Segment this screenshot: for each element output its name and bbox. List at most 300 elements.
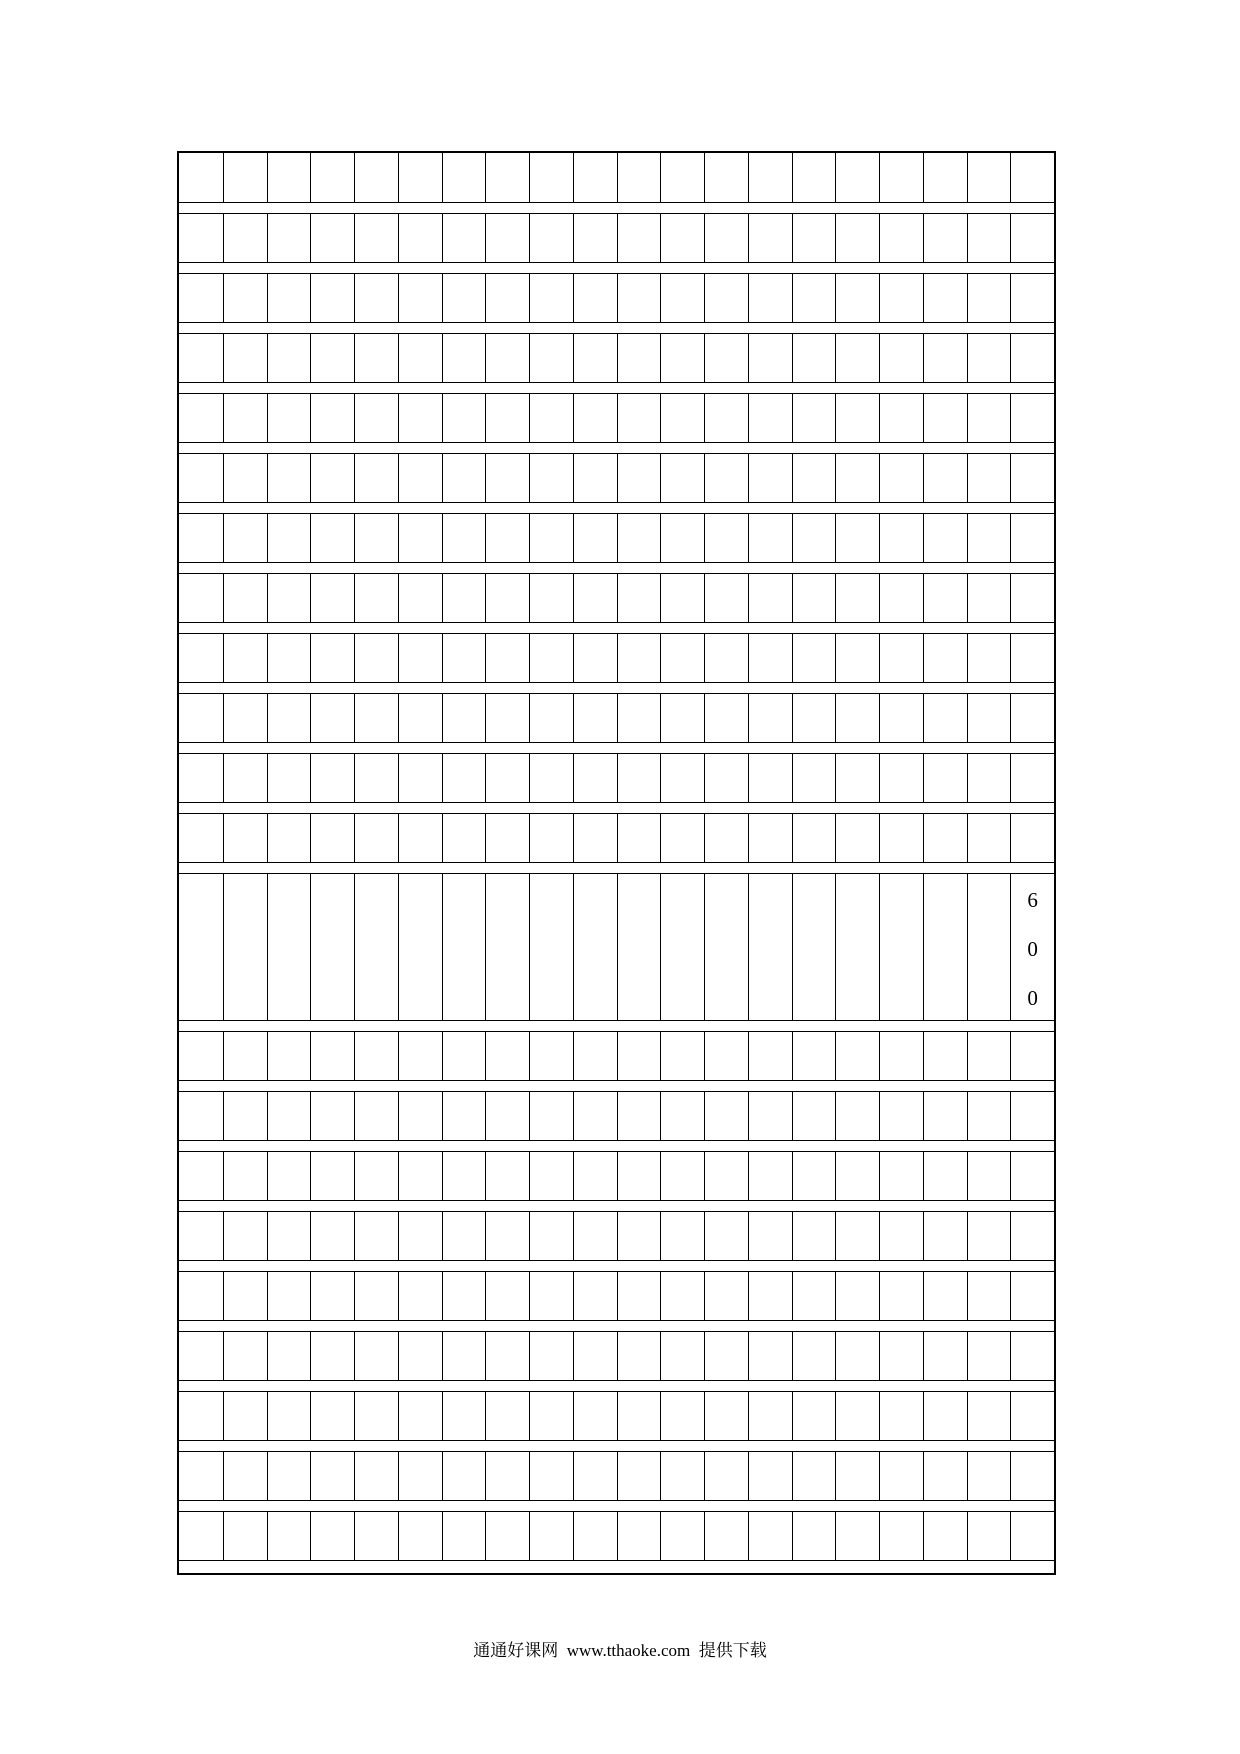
grid-cell (354, 1092, 398, 1140)
grid-cell (442, 1392, 486, 1440)
grid-cell (267, 1032, 311, 1080)
grid-cell (792, 454, 836, 502)
grid-cell (835, 574, 879, 622)
grid-cell (573, 214, 617, 262)
grid-cell (879, 334, 923, 382)
grid-cell (704, 153, 748, 202)
grid-cell (354, 574, 398, 622)
grid-cell (1010, 334, 1054, 382)
grid-cell (267, 814, 311, 862)
grid-cell (442, 1272, 486, 1320)
grid-cell (223, 1332, 267, 1380)
grid-cell (398, 274, 442, 322)
grid-cell (267, 214, 311, 262)
grid-cell (485, 1152, 529, 1200)
grid-cell (398, 1392, 442, 1440)
grid-cell (967, 1332, 1011, 1380)
grid-cell (179, 274, 223, 322)
grid-cell (792, 874, 836, 1020)
grid-cell (485, 634, 529, 682)
grid-cell (967, 634, 1011, 682)
grid-cell (179, 1212, 223, 1260)
grid-cell (923, 1212, 967, 1260)
grid-cell (748, 574, 792, 622)
grid-cell (704, 1032, 748, 1080)
grid-cell (485, 454, 529, 502)
grid-cell (835, 754, 879, 802)
grid-cell (573, 1332, 617, 1380)
grid-cell (1010, 514, 1054, 562)
grid-cell (792, 1212, 836, 1260)
grid-cell (310, 394, 354, 442)
grid-cell (1010, 814, 1054, 862)
grid-cell (835, 1512, 879, 1560)
grid-cell (529, 1272, 573, 1320)
grid-cell (1010, 1512, 1054, 1560)
grid-cell (704, 634, 748, 682)
grid-cell (485, 1512, 529, 1560)
grid-cell (923, 574, 967, 622)
grid-row (179, 1031, 1054, 1081)
grid-cell (748, 634, 792, 682)
grid-cell (835, 394, 879, 442)
grid-cell (267, 1212, 311, 1260)
grid-cell (704, 214, 748, 262)
grid-cell (835, 214, 879, 262)
grid-cell (354, 1452, 398, 1500)
grid-cell (923, 153, 967, 202)
grid-cell (179, 514, 223, 562)
grid-cell (748, 1272, 792, 1320)
grid-cell (617, 574, 661, 622)
grid-row (179, 213, 1054, 263)
grid-cell (179, 394, 223, 442)
grid-cell (310, 1212, 354, 1260)
grid-cell (879, 214, 923, 262)
grid-cell (310, 214, 354, 262)
grid-cell (310, 694, 354, 742)
grid-cell (967, 1092, 1011, 1140)
grid-cell (442, 334, 486, 382)
grid-cell (223, 153, 267, 202)
grid-cell (573, 394, 617, 442)
grid-row (179, 813, 1054, 863)
grid-cell (223, 334, 267, 382)
grid-cell (310, 634, 354, 682)
grid-cell (967, 394, 1011, 442)
grid-cell (704, 1392, 748, 1440)
grid-cell (223, 814, 267, 862)
grid-cell (967, 754, 1011, 802)
grid-cell (704, 1212, 748, 1260)
grid-cell (573, 1152, 617, 1200)
grid-cell (529, 153, 573, 202)
grid-cell (398, 634, 442, 682)
grid-cell (573, 1032, 617, 1080)
grid-row (179, 1151, 1054, 1201)
grid-cell (1010, 214, 1054, 262)
grid-cell (485, 274, 529, 322)
grid-cell (748, 1152, 792, 1200)
grid-cell (748, 1032, 792, 1080)
grid-cell (1010, 1332, 1054, 1380)
grid-cell (573, 1272, 617, 1320)
grid-cell (879, 1152, 923, 1200)
grid-cell (660, 1152, 704, 1200)
grid-cell (267, 754, 311, 802)
grid-cell (442, 1332, 486, 1380)
grid-cell (310, 274, 354, 322)
grid-cell (879, 814, 923, 862)
grid-cell (573, 1392, 617, 1440)
grid-cell (792, 754, 836, 802)
grid-cell (923, 634, 967, 682)
grid-cell (1010, 1152, 1054, 1200)
grid-cell (835, 514, 879, 562)
grid-cell (704, 1332, 748, 1380)
grid-cell (485, 1032, 529, 1080)
grid-row (179, 1091, 1054, 1141)
grid-cell (879, 754, 923, 802)
grid-cell (573, 754, 617, 802)
grid-cell (835, 1092, 879, 1140)
grid-cell (267, 153, 311, 202)
grid-cell (398, 1512, 442, 1560)
grid-row (179, 1211, 1054, 1261)
grid-cell (1010, 1092, 1054, 1140)
grid-cell (748, 514, 792, 562)
grid-cell (529, 1452, 573, 1500)
grid-row (179, 753, 1054, 803)
grid-cell (310, 1332, 354, 1380)
grid-cell (792, 1332, 836, 1380)
grid-cell (310, 1092, 354, 1140)
grid-cell (573, 1212, 617, 1260)
grid-cell (485, 694, 529, 742)
grid-cell (660, 1272, 704, 1320)
grid-cell (310, 514, 354, 562)
grid-cell (967, 1512, 1011, 1560)
grid-cell (485, 214, 529, 262)
grid-cell (923, 1152, 967, 1200)
grid-row (179, 393, 1054, 443)
grid-cell (179, 1332, 223, 1380)
grid-cell (267, 394, 311, 442)
grid-cell (704, 334, 748, 382)
grid-cell (835, 874, 879, 1020)
grid-cell (485, 1212, 529, 1260)
grid-cell (179, 1152, 223, 1200)
grid-cell (748, 1452, 792, 1500)
grid-cell (792, 214, 836, 262)
grid-cell (879, 1032, 923, 1080)
grid-cell (748, 274, 792, 322)
grid-cell (617, 1332, 661, 1380)
grid-cell (354, 1212, 398, 1260)
grid-cell (442, 514, 486, 562)
grid-cell (223, 1092, 267, 1140)
grid-cell (573, 454, 617, 502)
grid-cell (835, 153, 879, 202)
grid-cell (529, 514, 573, 562)
grid-cell (573, 1452, 617, 1500)
grid-cell (967, 1032, 1011, 1080)
grid-cell (835, 1212, 879, 1260)
footer-text: 通通好课网 www.tthaoke.com 提供下载 (473, 1641, 767, 1660)
grid-cell (1010, 1272, 1054, 1320)
grid-cell (354, 634, 398, 682)
grid-cell (179, 334, 223, 382)
grid-cell (748, 1332, 792, 1380)
grid-cell (179, 1032, 223, 1080)
grid-cell (704, 1272, 748, 1320)
grid-cell (529, 1092, 573, 1140)
grid-cell (704, 394, 748, 442)
grid-cell (879, 514, 923, 562)
grid-cell (923, 514, 967, 562)
grid-row (179, 1271, 1054, 1321)
grid-cell (617, 1452, 661, 1500)
grid-cell (617, 1272, 661, 1320)
grid-cell (485, 1272, 529, 1320)
grid-cell (354, 1032, 398, 1080)
grid-cell (310, 874, 354, 1020)
grid-cell (923, 214, 967, 262)
grid-cell (1010, 1032, 1054, 1080)
grid-cell (617, 1512, 661, 1560)
grid-cell (485, 1092, 529, 1140)
grid-cell (879, 874, 923, 1020)
grid-cell (1010, 1212, 1054, 1260)
grid-cell (573, 514, 617, 562)
grid-cell (792, 634, 836, 682)
grid-cell (617, 274, 661, 322)
grid-cell (835, 634, 879, 682)
grid-cell (179, 574, 223, 622)
grid-cell (660, 1392, 704, 1440)
grid-cell (792, 814, 836, 862)
grid-cell (267, 1332, 311, 1380)
grid-row (179, 693, 1054, 743)
grid-cell (485, 514, 529, 562)
grid-cell (398, 1272, 442, 1320)
grid-cell (442, 814, 486, 862)
grid-cell (923, 1452, 967, 1500)
grid-cell (660, 1332, 704, 1380)
grid-cell (573, 574, 617, 622)
grid-cell (573, 274, 617, 322)
grid-cell (354, 1332, 398, 1380)
grid-cell (310, 1032, 354, 1080)
grid-cell (923, 694, 967, 742)
grid-cell (617, 634, 661, 682)
grid-cell (529, 1392, 573, 1440)
grid-cell (223, 754, 267, 802)
grid-cell (267, 634, 311, 682)
grid-cell (660, 754, 704, 802)
grid-cell (748, 1092, 792, 1140)
grid-row (179, 1451, 1054, 1501)
grid-cell (223, 634, 267, 682)
grid-cell (485, 1332, 529, 1380)
writing-grid (177, 151, 1056, 1575)
grid-cell (442, 274, 486, 322)
grid-cell (835, 1032, 879, 1080)
grid-cell (223, 1272, 267, 1320)
grid-cell (179, 153, 223, 202)
grid-cell (398, 214, 442, 262)
grid-cell (967, 1452, 1011, 1500)
grid-cell (223, 1212, 267, 1260)
grid-cell (179, 694, 223, 742)
grid-cell (660, 1452, 704, 1500)
grid-cell (617, 874, 661, 1020)
grid-cell (879, 1392, 923, 1440)
grid-cell (573, 334, 617, 382)
grid-cell (398, 814, 442, 862)
grid-cell (967, 1272, 1011, 1320)
grid-cell (179, 454, 223, 502)
grid-cell (354, 454, 398, 502)
grid-cell (835, 1452, 879, 1500)
grid-cell (879, 1332, 923, 1380)
grid-cell (704, 574, 748, 622)
grid-cell (879, 634, 923, 682)
grid-cell (967, 694, 1011, 742)
grid-cell (223, 1512, 267, 1560)
grid-cell (267, 334, 311, 382)
grid-cell (748, 153, 792, 202)
grid-cell (223, 1452, 267, 1500)
grid-cell (442, 153, 486, 202)
grid-cell (617, 694, 661, 742)
grid-cell (442, 1032, 486, 1080)
grid-cell (835, 334, 879, 382)
grid-cell (529, 1212, 573, 1260)
grid-cell (1010, 274, 1054, 322)
grid-row-tall (179, 873, 1054, 1021)
grid-cell (748, 394, 792, 442)
grid-cell (398, 754, 442, 802)
grid-cell (485, 574, 529, 622)
grid-cell (223, 394, 267, 442)
grid-cell (398, 1452, 442, 1500)
grid-cell (267, 514, 311, 562)
grid-cell (967, 454, 1011, 502)
grid-cell (879, 574, 923, 622)
grid-cell (792, 394, 836, 442)
grid-cell (179, 1392, 223, 1440)
grid-cell (923, 874, 967, 1020)
grid-cell (442, 394, 486, 442)
grid-cell (660, 514, 704, 562)
word-count-digit: 0 (1027, 986, 1038, 1010)
grid-cell (442, 1092, 486, 1140)
grid-cell (748, 874, 792, 1020)
grid-cell (354, 514, 398, 562)
grid-cell (223, 694, 267, 742)
grid-cell (792, 1392, 836, 1440)
grid-cell (354, 874, 398, 1020)
grid-cell (223, 574, 267, 622)
grid-row (179, 1511, 1054, 1561)
grid-cell (923, 1392, 967, 1440)
grid-cell (835, 454, 879, 502)
grid-cell (1010, 1392, 1054, 1440)
grid-cell (704, 874, 748, 1020)
grid-cell (573, 874, 617, 1020)
grid-cell (179, 1452, 223, 1500)
grid-cell (267, 874, 311, 1020)
grid-cell (835, 1332, 879, 1380)
grid-cell (748, 1212, 792, 1260)
grid-cell (267, 1152, 311, 1200)
word-count-digit: 6 (1027, 888, 1038, 912)
grid-cell (617, 1392, 661, 1440)
grid-cell (573, 814, 617, 862)
grid-cell (267, 1272, 311, 1320)
grid-cell (660, 694, 704, 742)
grid-cell (179, 1092, 223, 1140)
grid-cell (704, 1512, 748, 1560)
grid-cell (529, 874, 573, 1020)
grid-cell (923, 814, 967, 862)
grid-cell (529, 574, 573, 622)
grid-cell (529, 454, 573, 502)
grid-cell (660, 1092, 704, 1140)
grid-cell (967, 1392, 1011, 1440)
grid-cell (529, 1032, 573, 1080)
grid-cell (529, 754, 573, 802)
grid-cell (923, 334, 967, 382)
grid-cell (617, 334, 661, 382)
grid-cell (748, 334, 792, 382)
grid-cell (660, 1032, 704, 1080)
grid-cell (792, 1032, 836, 1080)
grid-cell (442, 574, 486, 622)
grid-cell (967, 874, 1011, 1020)
grid-cell (398, 1332, 442, 1380)
grid-cell (354, 814, 398, 862)
grid-cell (923, 1512, 967, 1560)
grid-cell (267, 1092, 311, 1140)
grid-cell (310, 334, 354, 382)
grid-cell (835, 1152, 879, 1200)
grid-cell (923, 454, 967, 502)
grid-cell (879, 394, 923, 442)
grid-cell (529, 214, 573, 262)
grid-cell (442, 1212, 486, 1260)
grid-cell (442, 754, 486, 802)
grid-cell (442, 694, 486, 742)
grid-cell (529, 814, 573, 862)
grid-cell (1010, 874, 1054, 1020)
grid-cell (748, 1512, 792, 1560)
grid-cell (704, 754, 748, 802)
grid-cell (398, 514, 442, 562)
grid-cell (485, 1452, 529, 1500)
grid-cell (704, 814, 748, 862)
grid-cell (879, 1272, 923, 1320)
grid-cell (617, 1212, 661, 1260)
grid-cell (835, 1272, 879, 1320)
grid-cell (267, 694, 311, 742)
grid-cell (354, 334, 398, 382)
grid-cell (573, 694, 617, 742)
grid-cell (354, 1512, 398, 1560)
grid-cell (1010, 694, 1054, 742)
grid-cell (835, 814, 879, 862)
